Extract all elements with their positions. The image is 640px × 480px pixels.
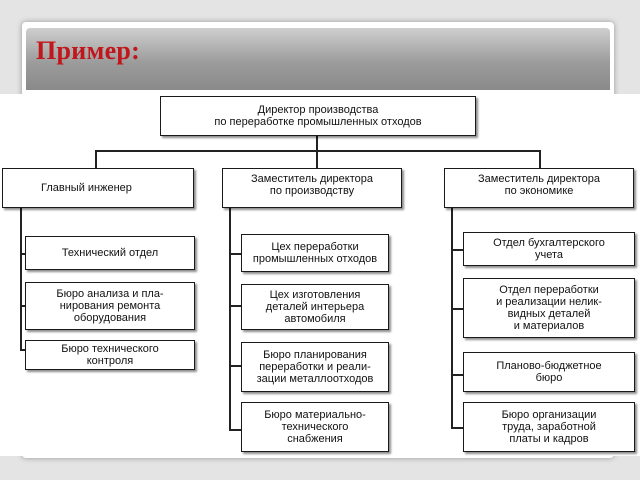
connector-line — [20, 208, 22, 350]
labor-payroll-bureau-box: Бюро организации труда, заработной платы и кадров — [463, 402, 635, 452]
technical-control-bureau-box: Бюро технического контроля — [25, 340, 195, 370]
connector-line — [539, 150, 541, 168]
planning-budget-bureau-box: Планово-бюджетное бюро — [463, 352, 635, 392]
connector-line — [229, 365, 241, 367]
director-box: Директор производства по переработке промышленных отходов — [160, 96, 476, 136]
slide-title: Пример: — [36, 36, 141, 65]
repair-planning-bureau-box: Бюро анализа и пла- нирования ремонта оборудования — [25, 282, 195, 330]
accounting-department-box: Отдел бухгалтерского учета — [463, 232, 635, 266]
deputy-production-box: Заместитель директора по производству — [222, 168, 402, 208]
connector-line — [451, 374, 463, 376]
connector-line — [451, 249, 463, 251]
org-chart-diagram — [0, 94, 640, 456]
connector-line — [451, 427, 463, 429]
illiquid-parts-department-box: Отдел переработки и реализации нелик- видных деталей и материалов — [463, 278, 635, 338]
material-supply-bureau-box: Бюро материально- технического снабжения — [241, 402, 389, 452]
connector-line — [229, 305, 241, 307]
connector-line — [229, 429, 241, 431]
waste-processing-shop-box: Цех переработки промышленных отходов — [241, 234, 389, 272]
deputy-economics-box: Заместитель директора по экономике — [444, 168, 634, 208]
car-interior-shop-box: Цех изготовления деталей интерьера автомобиля — [241, 284, 389, 330]
chief-engineer-box: Главный инженер — [2, 168, 194, 208]
connector-line — [95, 150, 97, 168]
connector-line — [451, 208, 453, 428]
connector-line — [229, 253, 241, 255]
connector-line — [316, 150, 318, 168]
connector-line — [316, 135, 318, 151]
technical-department-box: Технический отдел — [25, 236, 195, 270]
connector-line — [451, 308, 463, 310]
scrap-metal-planning-bureau-box: Бюро планирования переработки и реали- зации металлоотходов — [241, 342, 389, 392]
connector-line — [229, 208, 231, 430]
